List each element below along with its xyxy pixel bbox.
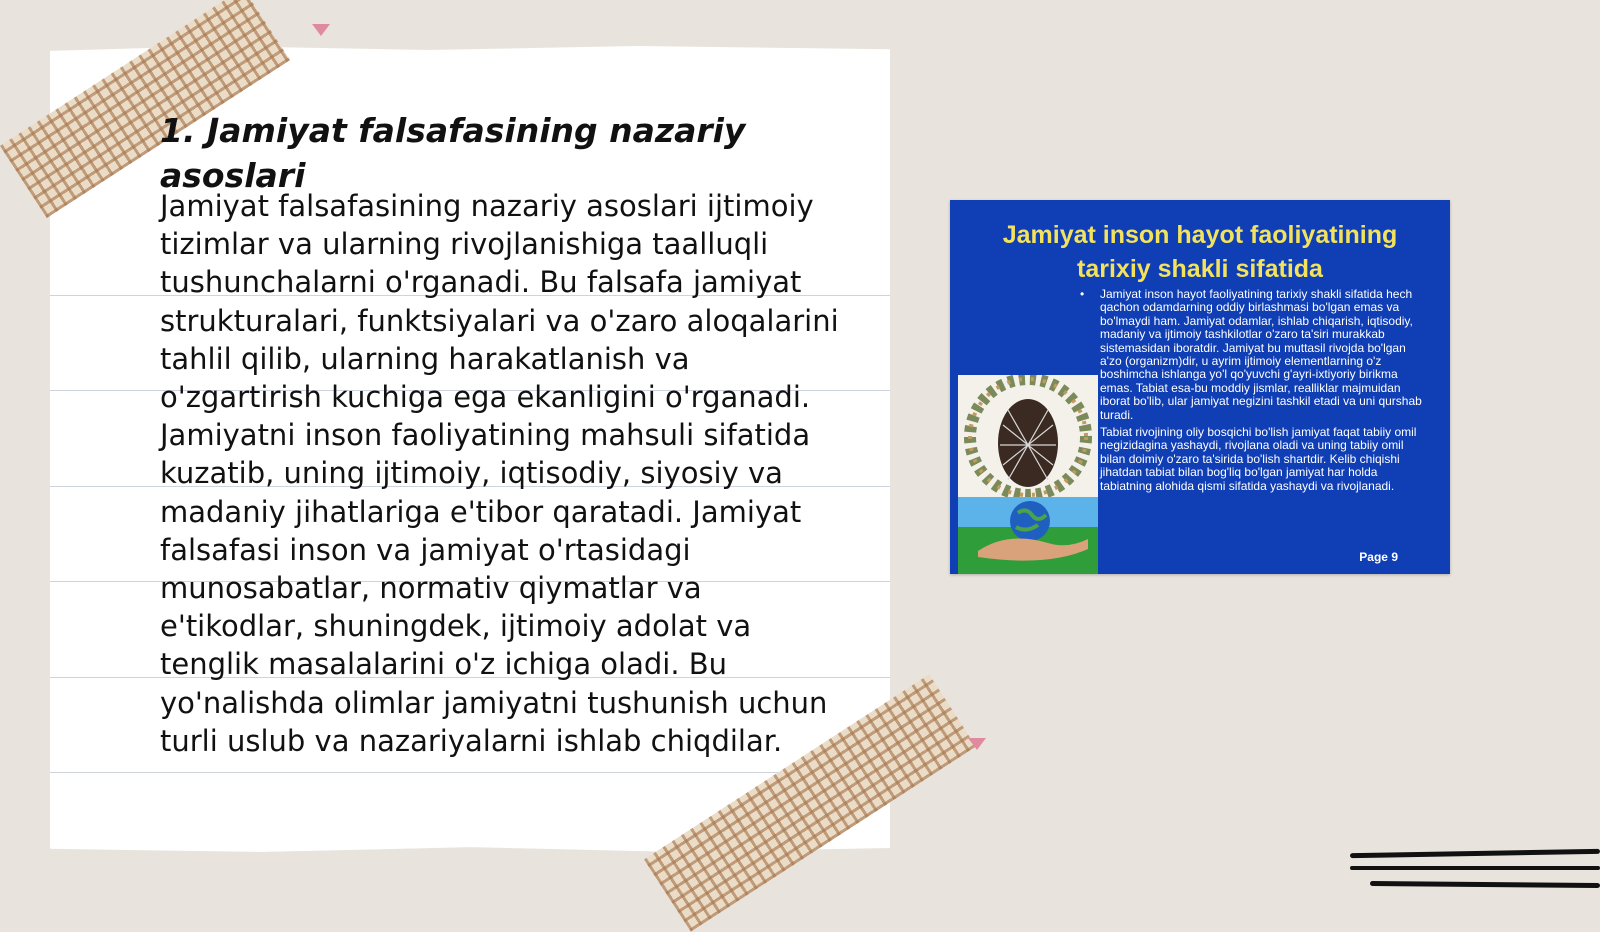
slide-title: Jamiyat inson hayot faoliyatining tarixiy shakli sifatida — [1002, 221, 1398, 283]
slide-paragraph: Tabiat rivojining oliy bosqichi bo'lish jamiyat faqat tabiiy omil negizidagina yashaydi, rivojlana oladi va uning tabiiy omil bilan doimiy o'zaro ta'sirida bo'lish shartdir. Kelib chiqishi jihatdan tabiat bilan bog'liq bo'lgan jamiyat har holda tabiatning alohida qismi sifatida yashaydi va rivojlanadi. — [1100, 425, 1417, 493]
page-title: 1. Jamiyat falsafasining nazariy asoslari — [160, 111, 746, 195]
decorative-brush-stroke — [1370, 881, 1600, 888]
tape-corner-accent — [968, 738, 986, 750]
body-paragraph: Jamiyat falsafasining nazariy asoslari ijtimoiy tizimlar va ularning rivojlanishiga taalluqli tushunchalarni o'rganadi. Bu falsafa jamiyat strukturalari, funktsiyalari va o'zaro aloqalarini tahlil qilib, ularning harakatlanish va o'zgartirish kuchiga ega ekanligini o'rganadi. Jamiyatni inson faoliyatining mahsuli sifatida kuzatib, uning ijtimoiy, iqtisodiy, siyosiy va madaniy jihatlariga e'tibor qaratadi. Jamiyat falsafasi inson va jamiyat o'rtasidagi munosabatlar, normativ qiymatlar va e'tikodlar, shuningdek, ijtimoiy adolat va tenglik masalalarini o'z ichiga oladi. Bu yo'nalishda olimlar jamiyatni tushunish uchun turli uslub va nazariyalarni ishlab chiqdilar. — [160, 189, 839, 758]
embedded-slide — [950, 200, 1450, 574]
slide-bullet: • — [1080, 287, 1085, 301]
slide-paragraph: Jamiyat inson hayot faoliyatining tarixiy shakli sifatida hech qachon odamdarning oddiy birlashmasi bo'lgan emas va bo'lmaydi ham. Jamiyat odamlar, ishlab chiqarish, iqtisodiy, madaniy va ijtimoiy tashkilotlar o'zaro ta'siri murakkab sistemasidan iboratdir. Jamiyat bu muttasil rivojda bo'lgan a'zo (organizm)dir, u ayrim ijtimoiy elementlarning o'z boshimcha ishlanga yo'l qo'yuvchi g'ayri-ixtiyoriy birikma emas. Tabiat esa-bu moddiy jismlar, realliklar majmuidan iborat bo'lib, ular jamiyat negizini tashkil etadi va uni qurshab turadi. — [1100, 287, 1422, 422]
decorative-brush-stroke — [1350, 849, 1600, 858]
slide-page-number: Page 9 — [1359, 550, 1398, 564]
paper-rule-line — [50, 772, 890, 773]
tape-corner-accent — [312, 24, 330, 36]
head-globe-illustration — [958, 375, 1098, 574]
slide-text — [1080, 287, 1425, 497]
decorative-brush-stroke — [1350, 866, 1600, 870]
